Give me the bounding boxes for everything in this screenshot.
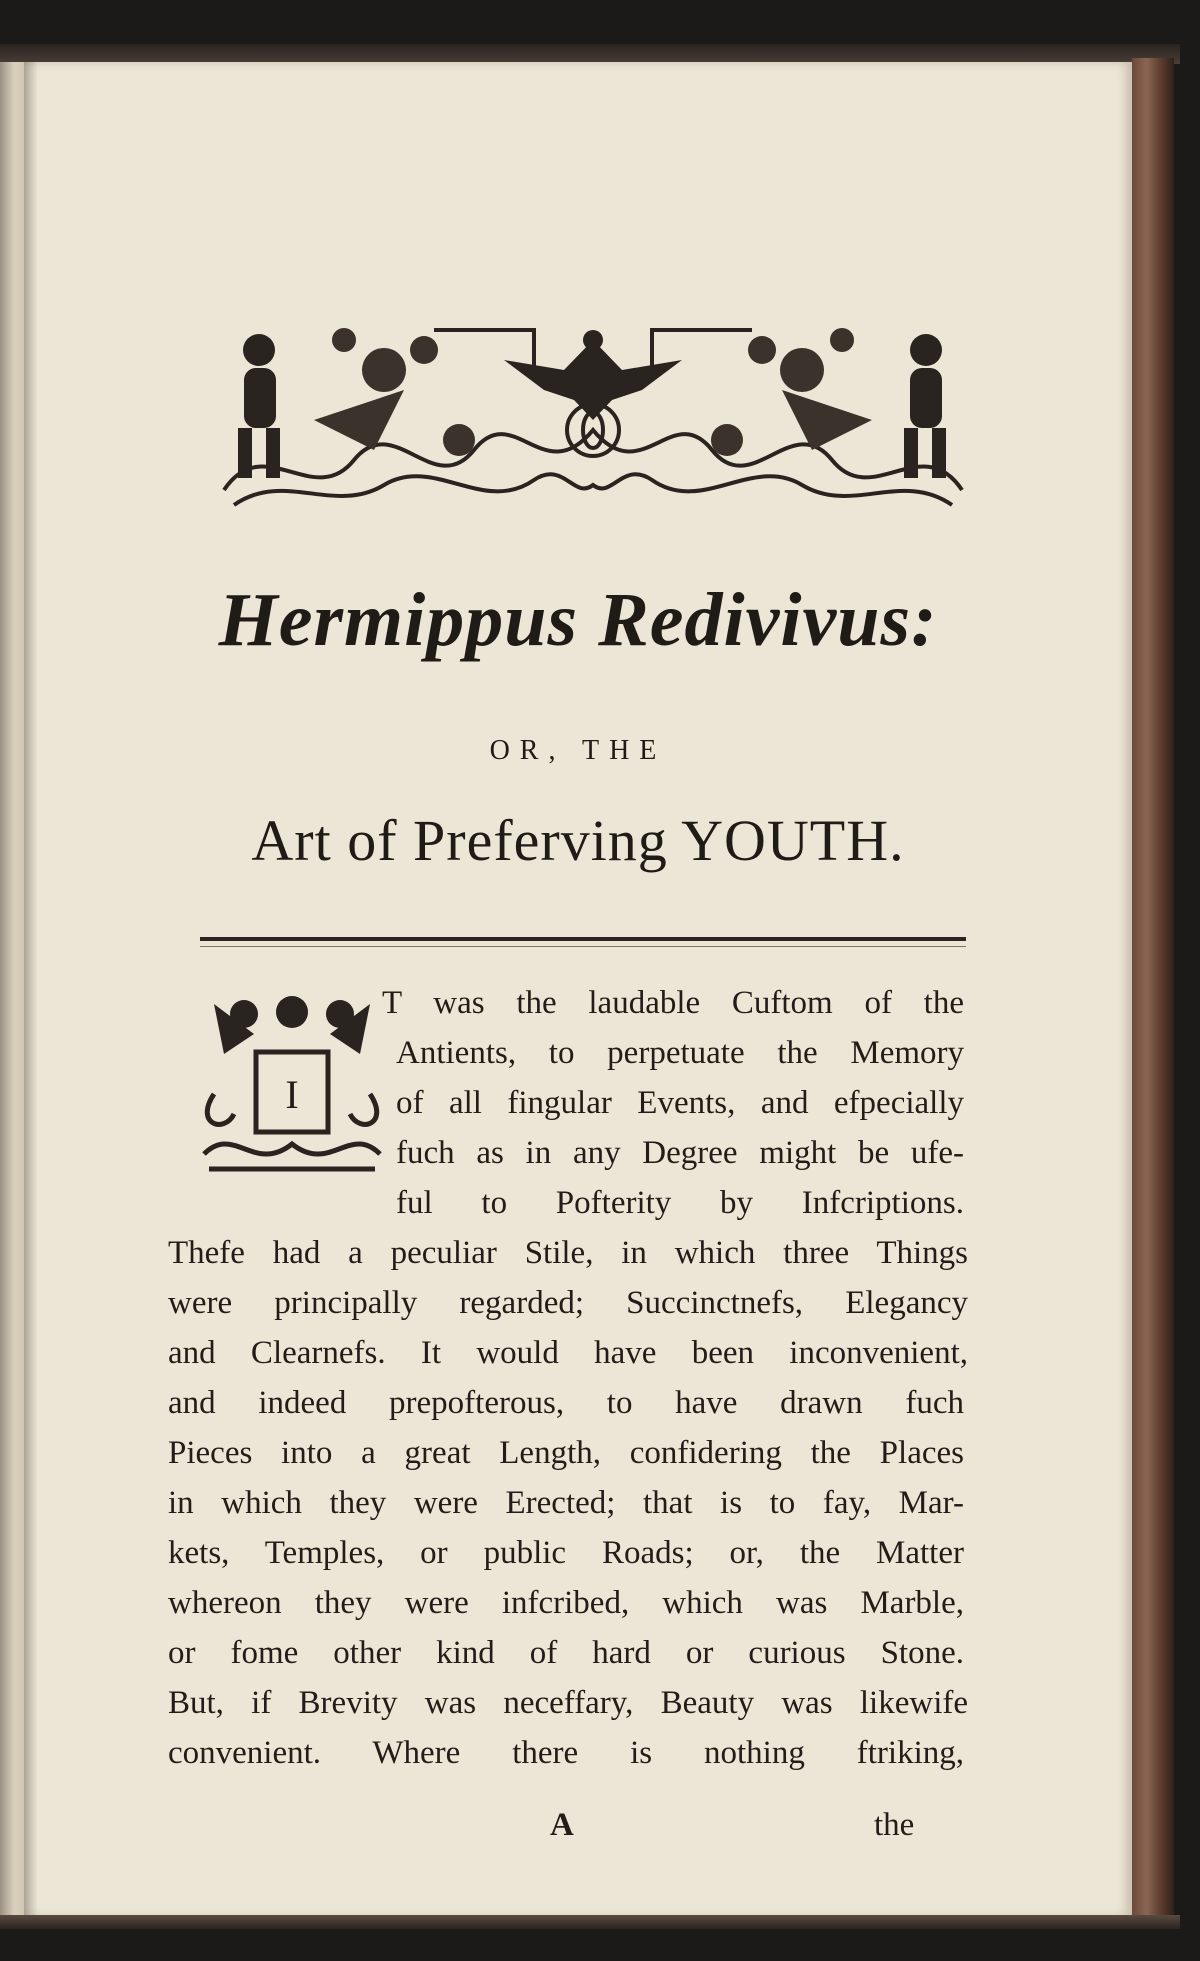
book-bottom-edge bbox=[0, 1915, 1180, 1929]
text-line: But, if Brevity was neceffary, Beauty was likewife bbox=[168, 1685, 968, 1721]
text-line: and Clearnefs. It would have been inconvenient, bbox=[168, 1335, 968, 1371]
signature-mark: A bbox=[550, 1807, 574, 1843]
catchword: the bbox=[874, 1807, 915, 1843]
text-line: or fome other kind of hard or curious Stone. bbox=[168, 1635, 964, 1671]
spine-shadow bbox=[24, 62, 38, 1917]
text-line: T was the laudable Cuftom of the bbox=[382, 985, 964, 1021]
text-line: ful to Pofterity by Infcriptions. bbox=[396, 1185, 964, 1221]
text-line: convenient. Where there is nothing ftriking, bbox=[168, 1735, 964, 1771]
headpiece-ornament-icon bbox=[204, 310, 982, 516]
divider-rule bbox=[200, 937, 966, 941]
book-subtitle: Art of Preferving YOUTH. bbox=[251, 808, 905, 873]
or-the-line: OR, THE bbox=[489, 735, 667, 766]
text-line: in which they were Erected; that is to fay, Mar- bbox=[168, 1485, 964, 1521]
initial-letter: I bbox=[285, 1072, 299, 1117]
text-line: were principally regarded; Succinctnefs, Elegancy bbox=[168, 1285, 968, 1321]
text-line: of all fingular Events, and efpecially bbox=[396, 1085, 964, 1121]
previous-page-edge bbox=[0, 62, 24, 1917]
text-line: whereon they were infcribed, which was Marble, bbox=[168, 1585, 964, 1621]
text-line: Pieces into a great Length, confidering the Places bbox=[168, 1435, 964, 1471]
divider-rule-thin bbox=[200, 946, 966, 947]
text-line: kets, Temples, or public Roads; or, the Matter bbox=[168, 1535, 964, 1571]
page bbox=[24, 62, 1132, 1917]
text-line: fuch as in any Degree might be ufe- bbox=[396, 1135, 964, 1171]
book-fore-edge bbox=[1132, 58, 1174, 1920]
text-line: and indeed prepofterous, to have drawn fuch bbox=[168, 1385, 964, 1421]
decorated-initial bbox=[194, 984, 390, 1180]
text-line: Antients, to perpetuate the Memory bbox=[396, 1035, 964, 1071]
book-title: Hermippus Redivivus: bbox=[218, 578, 938, 662]
text-line: Thefe had a peculiar Stile, in which three Things bbox=[168, 1235, 968, 1271]
book-top-edge bbox=[0, 44, 1180, 64]
